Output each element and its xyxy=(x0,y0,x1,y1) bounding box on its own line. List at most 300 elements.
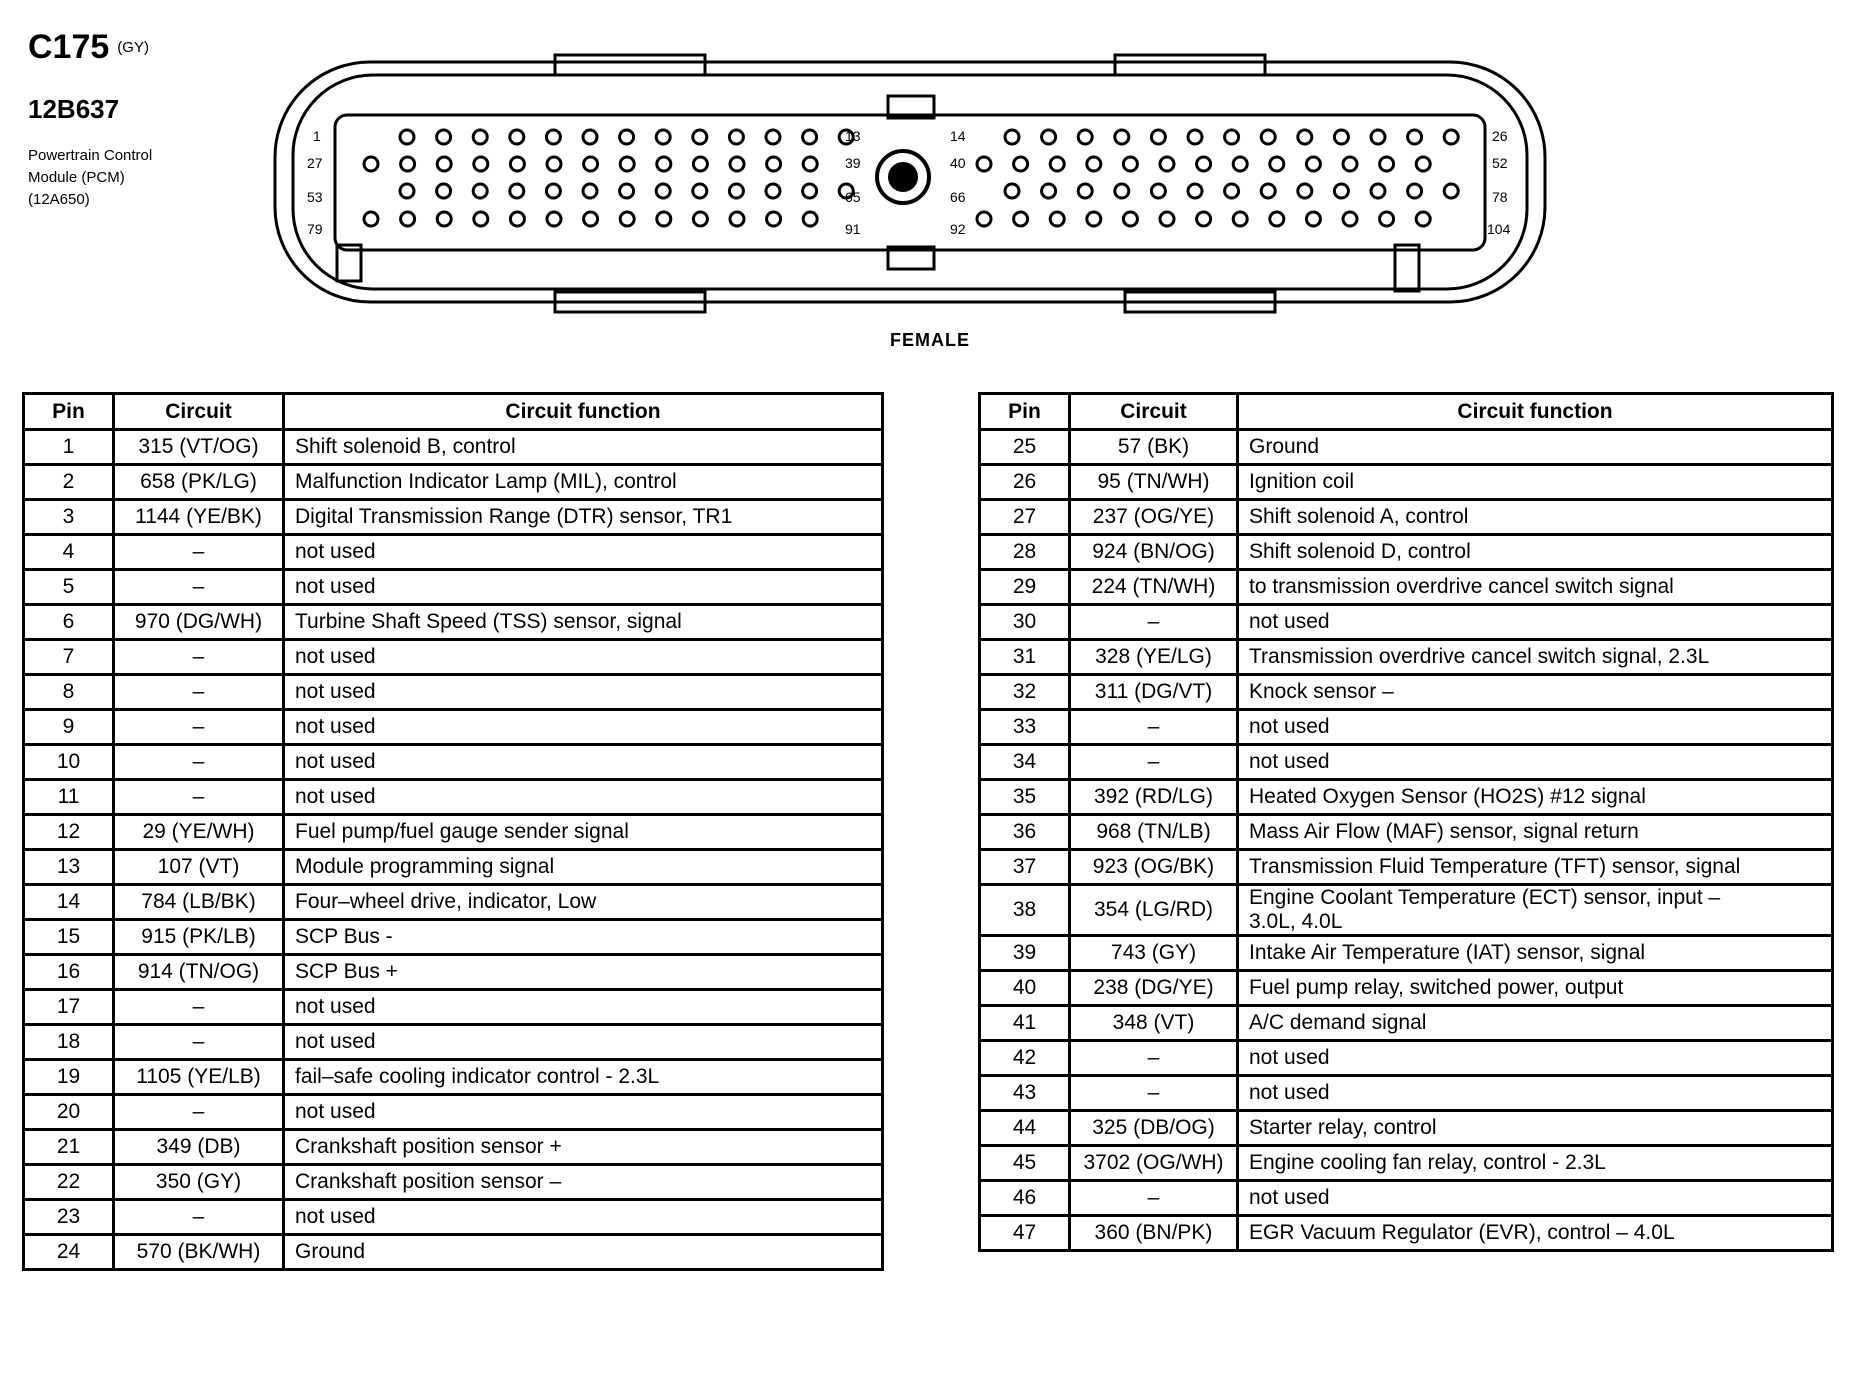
function-cell-text: Module programming signal xyxy=(295,855,555,878)
function-cell-text: not used xyxy=(295,995,376,1018)
pin-cavity xyxy=(803,130,817,144)
pin-cell xyxy=(24,1025,114,1060)
pin-cavity xyxy=(1151,130,1165,144)
circuit-cell-text: 658 (PK/LG) xyxy=(140,470,257,493)
pin-cell xyxy=(24,1165,114,1200)
circuit-cell xyxy=(114,605,284,640)
circuit-cell-text: – xyxy=(1147,750,1160,773)
function-cell xyxy=(284,885,883,920)
circuit-cell xyxy=(114,920,284,955)
connector-latch xyxy=(555,55,705,75)
description-line: (12A650) xyxy=(28,191,90,208)
pin-cavity xyxy=(1298,184,1312,198)
pin-cavity xyxy=(1050,212,1064,226)
pin-cell-text: 44 xyxy=(1012,1116,1037,1139)
center-bolt-hole xyxy=(888,162,918,192)
pin-cell-text: 25 xyxy=(1012,435,1037,458)
pin-cavity xyxy=(620,130,634,144)
connector-guide xyxy=(1395,245,1419,291)
connector-view-label: FEMALE xyxy=(890,330,970,350)
pin-label: 27 xyxy=(307,155,323,171)
circuit-cell xyxy=(114,1060,284,1095)
pin-cell xyxy=(24,605,114,640)
pin-cavity xyxy=(583,130,597,144)
table-header-row xyxy=(980,394,1833,430)
pin-cell xyxy=(980,605,1070,640)
pin-cavity xyxy=(1188,184,1202,198)
pin-cell-text: 40 xyxy=(1012,976,1037,999)
pinout-table-left xyxy=(22,392,884,1271)
function-cell xyxy=(284,1060,883,1095)
pin-cavity xyxy=(620,212,634,226)
table-row xyxy=(980,850,1833,885)
pin-cavity xyxy=(977,157,991,171)
pin-cell-text: 12 xyxy=(56,820,81,843)
pin-cell-text: 5 xyxy=(62,575,75,598)
pin-cell-text: 23 xyxy=(56,1205,81,1228)
pin-cell xyxy=(980,1041,1070,1076)
function-cell xyxy=(1238,465,1833,500)
pin-cavity xyxy=(1042,130,1056,144)
circuit-cell-text: 224 (TN/WH) xyxy=(1091,575,1216,598)
pin-cavity xyxy=(656,184,670,198)
function-cell-text: Crankshaft position sensor + xyxy=(295,1135,562,1158)
circuit-cell xyxy=(1070,1216,1238,1251)
pin-cavity xyxy=(546,130,560,144)
function-cell-text: Malfunction Indicator Lamp (MIL), control xyxy=(295,470,677,493)
function-cell-text: Ground xyxy=(295,1240,366,1263)
pin-cell xyxy=(24,1235,114,1270)
pin-cell xyxy=(980,570,1070,605)
circuit-cell-text: – xyxy=(192,715,205,738)
table-row xyxy=(980,815,1833,850)
circuit-cell xyxy=(114,640,284,675)
pin-cell-text: 1 xyxy=(62,435,75,458)
circuit-cell xyxy=(1070,815,1238,850)
function-cell-text: not used xyxy=(1249,750,1330,773)
pin-cell xyxy=(980,850,1070,885)
function-cell-text: Engine Coolant Temperature (ECT) sensor, input – xyxy=(1249,886,1721,909)
table-row xyxy=(980,1041,1833,1076)
part-number: 12B637 xyxy=(28,94,120,124)
circuit-cell-text: – xyxy=(1147,1081,1160,1104)
circuit-cell-text: 348 (VT) xyxy=(1112,1011,1195,1034)
pin-cell-text: 15 xyxy=(56,925,81,948)
pin-cell xyxy=(24,675,114,710)
circuit-cell xyxy=(114,815,284,850)
description-line: Powertrain Control xyxy=(28,147,153,164)
pin-cell-text: 13 xyxy=(56,855,81,878)
table-row xyxy=(980,1181,1833,1216)
pin-cavity xyxy=(767,212,781,226)
circuit-cell xyxy=(1070,1181,1238,1216)
function-cell xyxy=(1238,1111,1833,1146)
pin-cavity xyxy=(693,157,707,171)
function-cell xyxy=(1238,710,1833,745)
pin-cell-text: 3 xyxy=(62,505,75,528)
table-row xyxy=(980,500,1833,535)
function-cell xyxy=(284,920,883,955)
column-header-function: Circuit function xyxy=(1238,394,1833,430)
pin-cell-text: 38 xyxy=(1012,898,1037,921)
function-cell xyxy=(1238,1041,1833,1076)
pin-cavity xyxy=(1123,157,1137,171)
pin-cell xyxy=(980,710,1070,745)
table-row xyxy=(980,1216,1833,1251)
table-row xyxy=(980,780,1833,815)
circuit-cell-text: 107 (VT) xyxy=(157,855,240,878)
pin-cavity xyxy=(1371,130,1385,144)
pin-cavity xyxy=(1416,212,1430,226)
pin-cavity xyxy=(1160,157,1174,171)
pin-cell-text: 24 xyxy=(56,1240,81,1263)
pin-cavity xyxy=(547,157,561,171)
function-cell xyxy=(1238,1216,1833,1251)
function-cell xyxy=(284,1095,883,1130)
connector-id: C175 xyxy=(28,28,110,66)
pin-cell-text: 34 xyxy=(1012,750,1037,773)
pin-cell-text: 37 xyxy=(1012,855,1037,878)
pin-cell-text: 19 xyxy=(56,1065,81,1088)
circuit-cell xyxy=(114,1165,284,1200)
table-row xyxy=(980,745,1833,780)
function-cell xyxy=(1238,850,1833,885)
table-row xyxy=(980,1111,1833,1146)
pin-cavity xyxy=(1115,130,1129,144)
pin-cell-text: 14 xyxy=(56,890,81,913)
circuit-cell-text: 1105 (YE/LB) xyxy=(136,1065,261,1088)
pin-cavity xyxy=(1343,212,1357,226)
function-cell-text: not used xyxy=(295,715,376,738)
pin-cavity xyxy=(1270,212,1284,226)
pin-cell-text: 32 xyxy=(1012,680,1037,703)
function-cell-text: not used xyxy=(295,1030,376,1053)
function-cell-text: fail–safe cooling indicator control - 2.3L xyxy=(295,1065,660,1088)
function-cell-text: Ignition coil xyxy=(1249,470,1355,493)
function-cell xyxy=(1238,1076,1833,1111)
pin-cell xyxy=(24,500,114,535)
pin-cell xyxy=(980,815,1070,850)
pin-cell xyxy=(980,1181,1070,1216)
pin-cell xyxy=(980,640,1070,675)
pin-cavity xyxy=(437,130,451,144)
circuit-cell xyxy=(114,1130,284,1165)
table-row xyxy=(24,745,883,780)
circuit-cell-text: 57 (BK) xyxy=(1117,435,1190,458)
table-row xyxy=(24,1165,883,1200)
pin-cavity xyxy=(1261,184,1275,198)
function-cell xyxy=(1238,500,1833,535)
pin-cavity xyxy=(1380,157,1394,171)
pin-cell xyxy=(24,780,114,815)
circuit-cell xyxy=(114,850,284,885)
pin-cavity xyxy=(1188,130,1202,144)
function-cell-text: Turbine Shaft Speed (TSS) sensor, signal xyxy=(295,610,682,633)
function-cell-text: Fuel pump/fuel gauge sender signal xyxy=(295,820,629,843)
pin-cell-text: 36 xyxy=(1012,820,1037,843)
table-row xyxy=(24,1060,883,1095)
function-cell xyxy=(284,955,883,990)
pin-cavity xyxy=(437,157,451,171)
pin-cell-text: 28 xyxy=(1012,540,1037,563)
circuit-cell-text: 349 (DB) xyxy=(156,1135,241,1158)
table-row xyxy=(980,465,1833,500)
pin-cavity xyxy=(1087,157,1101,171)
pin-cell-text: 29 xyxy=(1012,575,1037,598)
function-cell-text: not used xyxy=(1249,1186,1330,1209)
function-cell-text: Heated Oxygen Sensor (HO2S) #12 signal xyxy=(1249,785,1646,808)
pin-cell xyxy=(24,465,114,500)
table-row xyxy=(24,570,883,605)
function-cell xyxy=(284,1235,883,1270)
pin-cavity xyxy=(767,157,781,171)
column-header-pin: Pin xyxy=(24,394,114,430)
pin-cell xyxy=(24,535,114,570)
pin-label: 1 xyxy=(313,128,321,144)
circuit-cell-text: – xyxy=(192,995,205,1018)
function-cell-text: not used xyxy=(295,645,376,668)
description-line: Module (PCM) xyxy=(28,169,125,186)
pin-cavity xyxy=(1334,130,1348,144)
function-cell-text: Mass Air Flow (MAF) sensor, signal return xyxy=(1249,820,1639,843)
circuit-cell xyxy=(114,780,284,815)
pin-cavity xyxy=(1270,157,1284,171)
connector-diagram xyxy=(0,0,1850,360)
function-cell xyxy=(284,990,883,1025)
circuit-cell xyxy=(114,1235,284,1270)
function-cell-text: Starter relay, control xyxy=(1249,1116,1437,1139)
pin-cavity xyxy=(437,212,451,226)
function-cell xyxy=(1238,885,1833,936)
pin-cell xyxy=(24,990,114,1025)
circuit-cell-text: 914 (TN/OG) xyxy=(137,960,260,983)
table-row xyxy=(24,1235,883,1270)
pin-cavity xyxy=(1078,130,1092,144)
circuit-cell-text: 3702 (OG/WH) xyxy=(1083,1151,1224,1174)
pin-cell xyxy=(24,1095,114,1130)
table-row xyxy=(980,605,1833,640)
circuit-cell-text: – xyxy=(192,1030,205,1053)
pin-cavity xyxy=(510,130,524,144)
pin-cell xyxy=(24,570,114,605)
circuit-cell xyxy=(1070,1076,1238,1111)
pin-cavity xyxy=(693,130,707,144)
pin-cavity xyxy=(584,212,598,226)
pin-cell xyxy=(980,971,1070,1006)
function-cell-text: not used xyxy=(295,540,376,563)
pin-cavity xyxy=(364,157,378,171)
pin-cavity xyxy=(437,184,451,198)
pin-cavity xyxy=(1343,157,1357,171)
circuit-cell-text: – xyxy=(192,1205,205,1228)
function-cell xyxy=(284,675,883,710)
table-row xyxy=(24,710,883,745)
circuit-cell xyxy=(1070,570,1238,605)
pin-cell xyxy=(980,465,1070,500)
pin-cavity xyxy=(1298,130,1312,144)
column-header-circuit: Circuit xyxy=(1070,394,1238,430)
pin-cell-text: 11 xyxy=(57,785,80,808)
pin-cell-text: 41 xyxy=(1012,1011,1037,1034)
function-cell-text: Shift solenoid A, control xyxy=(1249,505,1469,528)
pin-cavity xyxy=(1380,212,1394,226)
pin-cavity xyxy=(766,184,780,198)
pin-cell xyxy=(980,936,1070,971)
pin-cavity xyxy=(1306,212,1320,226)
circuit-cell-text: 237 (OG/YE) xyxy=(1092,505,1215,528)
table-row xyxy=(24,990,883,1025)
function-cell xyxy=(284,465,883,500)
pin-cell-text: 17 xyxy=(56,995,81,1018)
circuit-cell xyxy=(1070,1041,1238,1076)
pin-cavity xyxy=(547,212,561,226)
column-header-function: Circuit function xyxy=(284,394,883,430)
circuit-cell xyxy=(1070,1111,1238,1146)
pin-cell-text: 35 xyxy=(1012,785,1037,808)
table-header-row xyxy=(24,394,883,430)
pin-cell xyxy=(24,1060,114,1095)
pin-cell-text: 31 xyxy=(1012,645,1037,668)
function-cell xyxy=(1238,936,1833,971)
pinout-table-right xyxy=(978,392,1834,1252)
function-cell-text: A/C demand signal xyxy=(1249,1011,1427,1034)
pin-cavity xyxy=(1408,184,1422,198)
circuit-cell xyxy=(114,990,284,1025)
function-cell xyxy=(284,535,883,570)
function-cell-text: Knock sensor – xyxy=(1249,680,1394,703)
pin-cell-text: 4 xyxy=(62,540,75,563)
function-cell xyxy=(1238,675,1833,710)
pin-cell xyxy=(980,780,1070,815)
pin-cell xyxy=(980,1111,1070,1146)
pin-cell xyxy=(24,920,114,955)
pin-label: 104 xyxy=(1487,221,1511,237)
circuit-cell xyxy=(114,955,284,990)
pin-cavity xyxy=(1306,157,1320,171)
pin-cell-text: 18 xyxy=(56,1030,81,1053)
table-row xyxy=(24,675,883,710)
circuit-cell-text: 328 (YE/LG) xyxy=(1095,645,1212,668)
pin-cavity xyxy=(656,130,670,144)
circuit-cell-text: – xyxy=(192,645,205,668)
connector-color: (GY) xyxy=(117,38,149,56)
pin-cavity xyxy=(364,212,378,226)
circuit-cell xyxy=(114,710,284,745)
circuit-cell-text: – xyxy=(192,540,205,563)
circuit-cell xyxy=(114,535,284,570)
pin-cell-text: 16 xyxy=(56,960,81,983)
pin-cavity xyxy=(803,157,817,171)
table-row xyxy=(24,1200,883,1235)
pin-cavity xyxy=(729,130,743,144)
circuit-cell xyxy=(114,430,284,465)
circuit-cell xyxy=(114,675,284,710)
pin-cavity xyxy=(730,157,744,171)
pin-label: 40 xyxy=(950,155,966,171)
pin-label: 13 xyxy=(845,128,861,144)
pin-cell-text: 30 xyxy=(1012,610,1037,633)
pin-cavity xyxy=(1444,130,1458,144)
circuit-cell-text: – xyxy=(1147,1186,1160,1209)
pin-cell-text: 9 xyxy=(62,715,75,738)
table-row xyxy=(980,710,1833,745)
pin-cell-text: 6 xyxy=(62,610,75,633)
pin-cell xyxy=(980,885,1070,936)
pin-cell-text: 39 xyxy=(1012,941,1037,964)
pin-label: 26 xyxy=(1492,128,1508,144)
pin-cell xyxy=(980,1216,1070,1251)
circuit-cell-text: 970 (DG/WH) xyxy=(134,610,263,633)
pin-cell xyxy=(24,815,114,850)
function-cell xyxy=(284,1165,883,1200)
circuit-cell-text: – xyxy=(192,575,205,598)
pin-cavity xyxy=(1371,184,1385,198)
function-cell-text: Four–wheel drive, indicator, Low xyxy=(295,890,597,913)
pin-cell xyxy=(24,430,114,465)
function-cell-continuation: 3.0L, 4.0L xyxy=(1249,910,1343,933)
pin-cell xyxy=(980,675,1070,710)
function-cell-text: Shift solenoid D, control xyxy=(1249,540,1471,563)
function-cell-text: Engine cooling fan relay, control - 2.3L xyxy=(1249,1151,1606,1174)
pin-cell xyxy=(980,535,1070,570)
circuit-cell xyxy=(1070,885,1238,936)
circuit-cell-text: 924 (BN/OG) xyxy=(1092,540,1215,563)
circuit-cell-text: – xyxy=(192,785,205,808)
pin-cavity xyxy=(401,212,415,226)
pin-cavity xyxy=(1078,184,1092,198)
pin-cavity xyxy=(400,130,414,144)
circuit-cell-text: 570 (BK/WH) xyxy=(136,1240,261,1263)
pin-cavity xyxy=(1233,212,1247,226)
circuit-cell xyxy=(114,570,284,605)
function-cell-text: Intake Air Temperature (IAT) sensor, signal xyxy=(1249,941,1646,964)
table-row xyxy=(980,535,1833,570)
pin-cell xyxy=(24,885,114,920)
circuit-cell xyxy=(1070,745,1238,780)
pin-cell-text: 10 xyxy=(56,750,81,773)
function-cell xyxy=(284,745,883,780)
pin-cell-text: 21 xyxy=(56,1135,81,1158)
function-cell xyxy=(284,780,883,815)
pin-cavity xyxy=(693,184,707,198)
pin-label: 14 xyxy=(950,128,966,144)
table-row xyxy=(980,1076,1833,1111)
function-cell-text: not used xyxy=(1249,610,1330,633)
table-row xyxy=(980,971,1833,1006)
pin-cavity xyxy=(583,184,597,198)
pin-cavity xyxy=(1197,157,1211,171)
pin-cavity xyxy=(729,184,743,198)
function-cell-text: Shift solenoid B, control xyxy=(295,435,516,458)
function-cell-text: Transmission overdrive cancel switch signal, 2.3L xyxy=(1249,645,1710,668)
pin-cell-text: 26 xyxy=(1012,470,1037,493)
circuit-cell xyxy=(1070,535,1238,570)
table-row xyxy=(24,1130,883,1165)
function-cell xyxy=(284,850,883,885)
pin-cell xyxy=(24,955,114,990)
pin-cavity xyxy=(1042,184,1056,198)
table-row xyxy=(24,500,883,535)
circuit-cell-text: 392 (RD/LG) xyxy=(1093,785,1214,808)
table-row xyxy=(24,1095,883,1130)
pin-cavity xyxy=(474,157,488,171)
table-row xyxy=(24,780,883,815)
pin-cavity xyxy=(1197,212,1211,226)
function-cell-text: not used xyxy=(1249,1046,1330,1069)
circuit-cell-text: 350 (GY) xyxy=(155,1170,242,1193)
table-row xyxy=(980,936,1833,971)
pin-cell-text: 2 xyxy=(62,470,75,493)
